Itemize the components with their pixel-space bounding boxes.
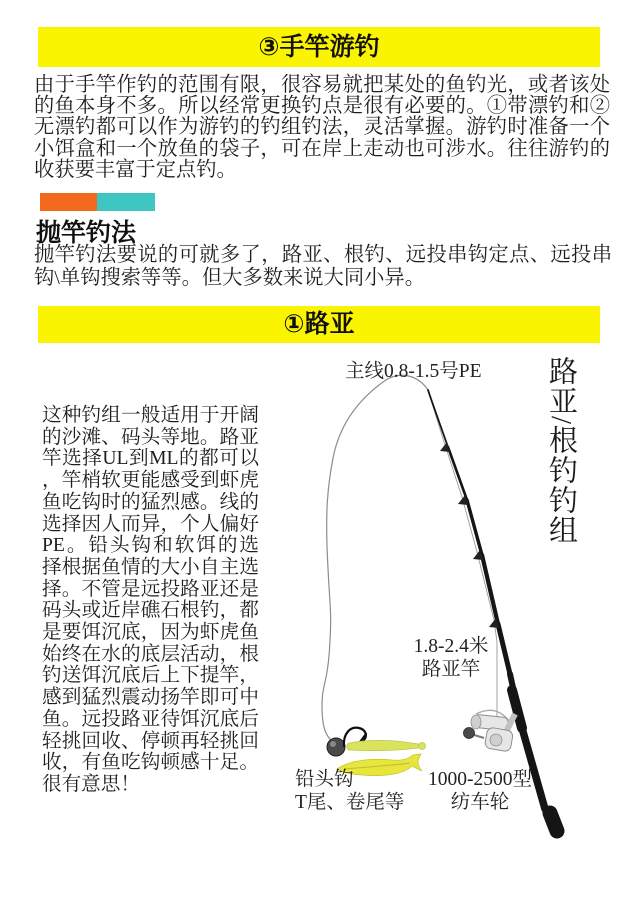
rod-label xyxy=(396,636,506,681)
jighead-label xyxy=(295,769,404,814)
diagram-vertical-title: 路亚/根钓钓组 xyxy=(545,356,577,546)
lure-paragraph: 这种钓组一般适用于开阔的沙滩、码头等地。路亚竿选择UL到ML的都可以，竿梢软更能感受到虾虎鱼吃钩时的猛烈感。线的选择因人而异，个人偏好PE。铅头钩和软饵的选择根据鱼情的大小自主选择。不管是远投路亚还是码头或近岸礁石根钓，都是要饵沉底，因为虾虎鱼始终在水的底层活动，根钓送饵沉底后上下提竿，感到猛烈震动扬竿即可中鱼。远投路亚待饵沉底后轻挑回收、停顿再轻挑回收，有鱼吃钩顿感十足。很有意思！ xyxy=(42,405,259,795)
casting-paragraph: 抛竿钓法要说的可就多了，路亚、根钓、远投串钩定点、远投串钩\单钩搜索等等。但大多数来说大同小异。 xyxy=(34,244,612,289)
reel-handle-knob xyxy=(464,728,475,739)
lure-rig-diagram xyxy=(300,350,640,905)
rod-guide xyxy=(440,442,450,452)
fishing-line-loop xyxy=(322,375,428,742)
orange-accent-bar xyxy=(40,193,97,211)
worm-tail xyxy=(419,743,426,750)
main-line-label: 主线0.8-1.5号PE xyxy=(345,361,482,382)
rod-label-line1: 1.8-2.4米 xyxy=(413,636,489,657)
spinning-reel xyxy=(464,710,516,752)
reel-label-line1: 1000-2500型 xyxy=(428,769,532,790)
rod-label-line2: 路亚竿 xyxy=(421,658,481,680)
reel-label xyxy=(424,769,536,814)
jig-head xyxy=(327,738,345,756)
hand-rod-paragraph: 由于手竿作钓的范围有限，很容易就把某处的鱼钓光，或者该处的鱼本身不多。所以经常更换钓点是很有必要的。①带漂钓和②无漂钓都可以作为游钓的钓组钓法，灵活掌握。游钓时准备一个小饵盒和一个放鱼的袋子，可在岸上走动也可涉水。往往游钓的收获要丰富于定点钓。 xyxy=(34,74,610,181)
teal-accent-bar xyxy=(97,193,155,211)
jighead-label-line2: T尾、卷尾等 xyxy=(295,791,405,813)
section-title-lure: ①路亚 xyxy=(38,306,600,343)
butt-cap xyxy=(550,813,557,831)
worm-lure xyxy=(347,740,420,750)
section-title-hand-rod: ③手竿游钓 xyxy=(38,27,600,67)
reel-label-line2: 纺车轮 xyxy=(450,791,510,813)
jighead-label-line1: 铅头钩 xyxy=(295,769,354,790)
casting-heading: 抛竿钓法 xyxy=(36,219,137,247)
